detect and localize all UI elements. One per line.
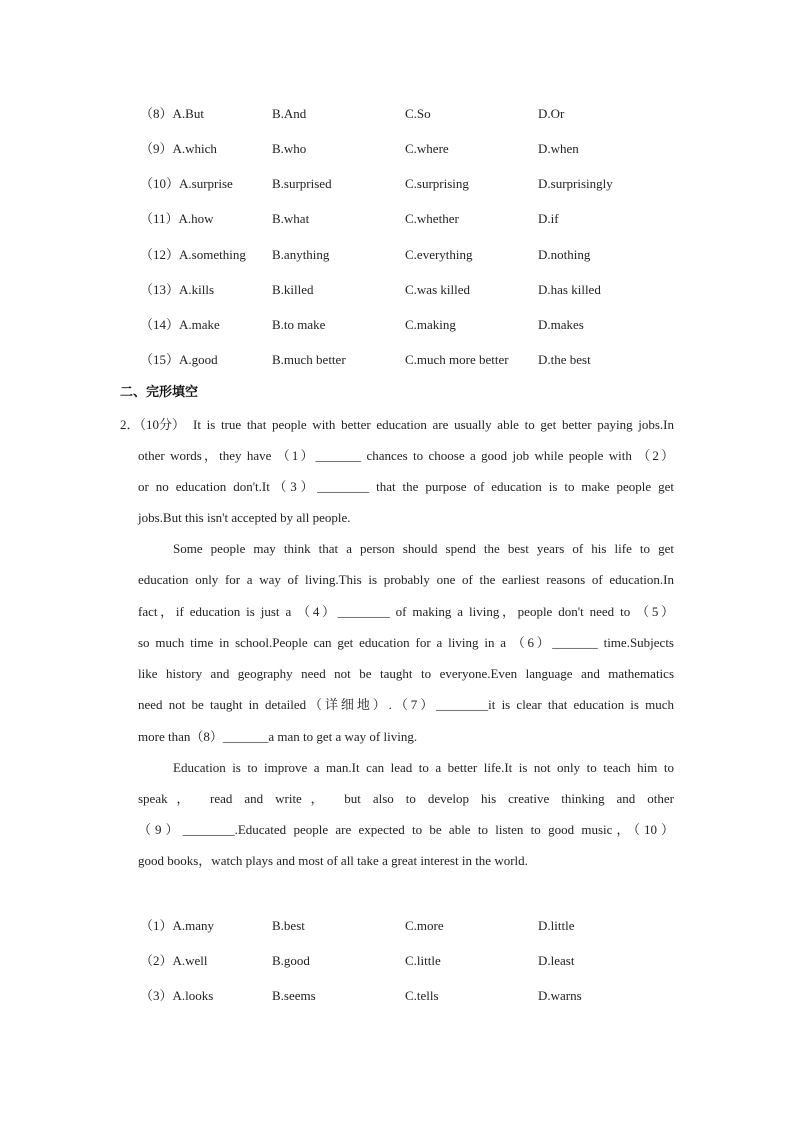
passage-line: so much time in school.People can get education for a living in a （6）_______ time.Subjects (138, 635, 674, 650)
option-c: C.much more better (405, 352, 509, 367)
option-d: D.the best (538, 352, 591, 367)
option-b: B.much better (272, 352, 346, 367)
option-row-15 (0, 350, 794, 370)
option-row-12 (0, 245, 794, 265)
option-a: （11）A.how (140, 211, 214, 226)
option-d: D.surprisingly (538, 176, 613, 191)
option-c: C.was killed (405, 282, 470, 297)
option-a: （3）A.looks (140, 988, 214, 1003)
passage-line: （9）________.Educated people are expected to be able to listen to good music，（10） (138, 822, 674, 837)
option-a: （10）A.surprise (140, 176, 233, 191)
passage-line: education only for a way of living.This is probably one of the earliest reasons of education.In (138, 572, 674, 587)
option-d: D.has killed (538, 282, 601, 297)
option-c: C.where (405, 141, 449, 156)
option-a: （15）A.good (140, 352, 218, 367)
option-d: D.makes (538, 317, 584, 332)
passage-line: fact，if education is just a （4）________ of making a living，people don't need to （5） (138, 604, 674, 619)
option-b: B.best (272, 918, 305, 933)
option-row-3 (0, 986, 794, 1006)
option-c: C.surprising (405, 176, 469, 191)
option-b: B.good (272, 953, 310, 968)
option-a: （8）A.But (140, 106, 204, 121)
option-c: C.whether (405, 211, 459, 226)
passage-line: need not be taught in detailed（详细地）.（7）________it is clear that education is much (138, 697, 674, 712)
option-row-13 (0, 280, 794, 300)
passage-line: Some people may think that a person should spend the best years of his life to get (173, 541, 674, 556)
option-b: B.what (272, 211, 310, 226)
option-b: B.seems (272, 988, 316, 1003)
option-d: D.when (538, 141, 579, 156)
option-c: C.making (405, 317, 456, 332)
option-row-1 (0, 916, 794, 936)
option-row-2 (0, 951, 794, 971)
passage-line: good books，watch plays and most of all take a great interest in the world. (138, 853, 528, 868)
option-b: B.to make (272, 317, 326, 332)
option-c: C.more (405, 918, 444, 933)
passage-line: speak， read and write， but also to develop his creative thinking and other (138, 791, 674, 806)
passage-line: more than（8）_______a man to get a way of living. (138, 729, 418, 744)
option-b: B.surprised (272, 176, 332, 191)
option-a: （2）A.well (140, 953, 208, 968)
option-a: （13）A.kills (140, 282, 215, 297)
option-d: D.Or (538, 106, 565, 121)
passage-line: or no education don't.It（3）________ that the purpose of education is to make people get (138, 479, 674, 494)
option-a: （12）A.something (140, 247, 246, 262)
question-number: 2．（10分） (120, 417, 186, 432)
option-row-9 (0, 139, 794, 159)
option-row-14 (0, 315, 794, 335)
option-b: B.killed (272, 282, 314, 297)
option-d: D.least (538, 953, 575, 968)
option-c: C.everything (405, 247, 473, 262)
option-d: D.if (538, 211, 559, 226)
option-d: D.little (538, 918, 575, 933)
option-d: D.nothing (538, 247, 591, 262)
option-b: B.And (272, 106, 307, 121)
option-b: B.who (272, 141, 307, 156)
option-a: （14）A.make (140, 317, 220, 332)
passage-line: Education is to improve a man.It can lead to a better life.It is not only to teach him to (173, 760, 674, 775)
option-row-11 (0, 209, 794, 229)
passage-line: other words，they have （1）_______ chances to choose a good job while people with （2） (138, 448, 674, 463)
option-d: D.warns (538, 988, 582, 1003)
option-row-8 (0, 104, 794, 124)
passage-line: jobs.But this isn't accepted by all people. (138, 510, 351, 525)
option-c: C.So (405, 106, 431, 121)
option-b: B.anything (272, 247, 330, 262)
option-c: C.little (405, 953, 441, 968)
passage-line: like history and geography need not be taught to everyone.Even language and mathematics (138, 666, 674, 681)
passage-line: It is true that people with better education are usually able to get better paying jobs.In (193, 417, 674, 432)
option-a: （9）A.which (140, 141, 217, 156)
option-a: （1）A.many (140, 918, 215, 933)
option-c: C.tells (405, 988, 439, 1003)
section-title: 二、完形填空 (120, 385, 199, 400)
option-row-10 (0, 174, 794, 194)
